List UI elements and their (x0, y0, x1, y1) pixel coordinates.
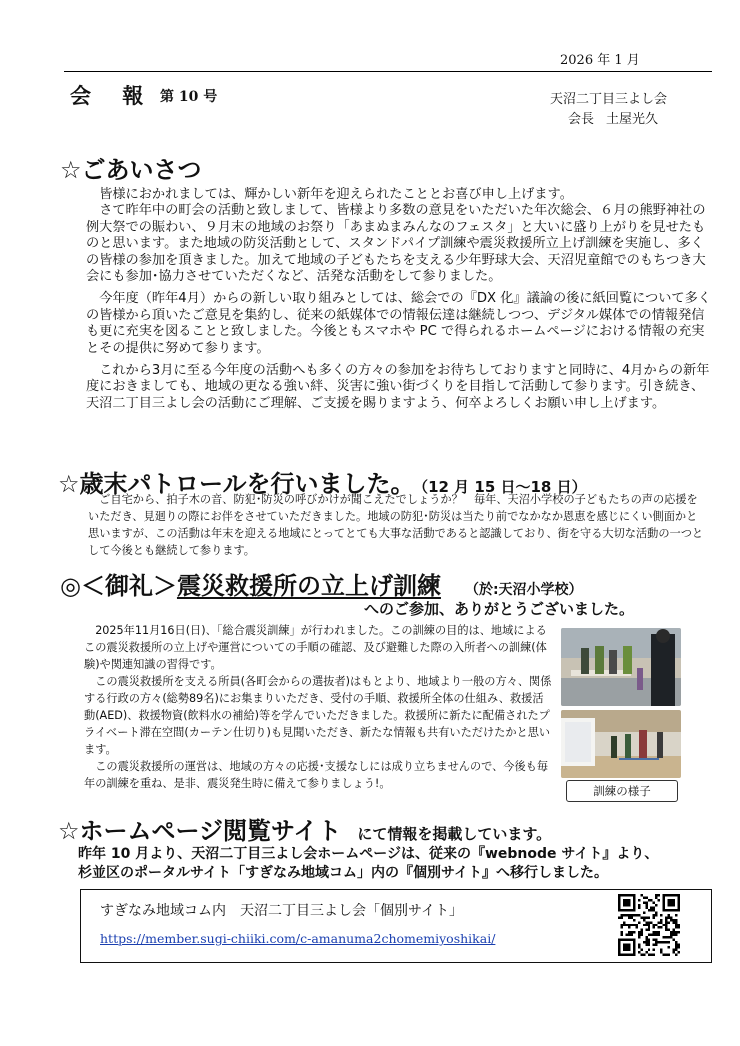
greeting-paragraph: さて昨年中の町会の活動と致しまして、皆様より多数の意見をいただいた年次総会、６月の熊野神社の例大祭での賑わい、９月末の地域のお祭り「あまぬまみんなのフェスタ」と大いに盛り上がりを見せたものと思います。また地域の防災活動として、スタンドパイプ訓練や震災救援所立上げ訓練を実施し、多くの皆様の参加を頂きました。加えて地域の子どもたちを支える少年野球大会、天沼児童館でのもちつき大会にも参加･協力させていただくなど、活発な活動をして参りました。 (86, 203, 706, 285)
homepage-line: 昨年 10 月より、天沼二丁目三よし会ホームページは、従来の『webnode サイト』より、 (78, 846, 659, 862)
drill-body (84, 622, 554, 792)
issue-number: 第 10 号 (160, 89, 218, 105)
patrol-heading: ☆歳末パトロールを行いました。 (58, 470, 415, 498)
president (568, 108, 670, 127)
drill-paragraph: この震災救援所の運営は、地域の方々の応援･支援なしには成り立ちませんので、今後も毎年の訓練を重ね、是非、震災発生時に備えて参りましょう!。 (84, 760, 549, 790)
patrol-body: ご自宅から、拍子木の音、防犯･防災の呼びかけが聞こえたでしょうか？ 毎年、天沼小学校の子どもたちの声の応援をいただき、見廻りの際にお伴をさせていただきました。地域の防犯･防災は当たり前でなかなか恩恵を感じにくい側面かと思いますが、この活動は年末を迎える地域にとってとても大事な活動であると認識しており、街を守る大切な活動の一つとして今後とも継続して参ります。 (88, 493, 704, 557)
issue-date: 2026 年 1 月 (560, 53, 640, 68)
drill-paragraph: この震災救援所を支える所員(各町会からの選抜者)はもとより、地域より一般の方々、関係する行政の方々(総勢89名)にお集まりいただき、受付の手順、救援所全体の仕組み、救援活動(AED)、救援物資(飲料水の補給)等を学んでいただきました。救援所に新たに配備されたプライベート滞在空間(カーテン仕切り)も見聞いただき、新たな情報も共有いただけたかと思います。 (84, 675, 552, 756)
drill-heading-row (60, 566, 583, 601)
newsletter-title: 会 報 (70, 83, 156, 108)
president-role: 会長 (568, 112, 595, 127)
drill-photo-gym (561, 710, 681, 778)
homepage-line: 杉並区のポータルサイト「すぎなみ地域コム」内の『個別サイト』へ移行しました。 (78, 865, 609, 881)
greeting-paragraph: 皆様におかれましては、輝かしい新年を迎えられたこととお喜び申し上げます。 (99, 187, 573, 202)
president-name: 土屋光久 (606, 112, 659, 127)
drill-heading-prefix: ◎＜御礼＞ (60, 572, 177, 600)
qr-code-icon (618, 894, 680, 956)
drill-location: （於:天沼小学校） (464, 582, 583, 598)
drill-paragraph: 2025年11月16日(日)、「総合震災訓練」が行われました。この訓練の目的は、地域によるこの震災救援所の立上げや運営についての手順の確認、及び避難した際の入所者への訓練(体験)や関連知識の習得です。 (84, 624, 547, 671)
greeting-paragraph: これから3月に至る今年度の活動へも多くの方々の参加をお待ちしておりますと同時に、4月からの新年度におきましても、地域の更なる強い絆、災害に強い街づくりを目指して活動して参ります。引き続き、天沼二丁目三よし会の活動にご理解、ご支援を賜りますよう、何卒よろしくお願い申し上げます。 (86, 363, 710, 411)
drill-photo-reception (561, 628, 681, 706)
drill-heading-main: 震災救援所の立上げ訓練 (176, 572, 441, 600)
homepage-heading-row (58, 811, 551, 846)
patrol-dates: （12 月 15 日～18 日） (420, 478, 587, 496)
greeting-body (86, 187, 712, 412)
homepage-heading: ☆ホームページ閲覧サイト (58, 817, 342, 845)
greeting-heading: ☆ごあいさつ (60, 156, 202, 184)
drill-heading-line2: へのご参加、ありがとうございました。 (364, 600, 635, 618)
homepage-body (78, 845, 718, 883)
photo-caption: 訓練の様子 (566, 780, 678, 802)
site-link-title: すぎなみ地域コム内 天沼二丁目三よし会「個別サイト」 (100, 903, 464, 919)
site-link-url[interactable]: https://member.sugi-chiiki.com/c-amanuma2chomemiyoshikai/ (100, 931, 496, 946)
greeting-paragraph: 今年度（昨年4月）からの新しい取り組みとしては、総会での『DX 化』議論の後に紙回覧について多くの皆様から頂いたご意見を集約し、従来の紙媒体での情報伝達は継続しつつ、デジタル媒体での情報発信も更に充実を図ることと致しました。今後ともスマホや PC で得られるホームページにおける情報の充実とその提供に努めて参ります。 (86, 291, 711, 356)
header-rule (64, 71, 712, 72)
organization-name: 天沼二丁目三よし会 (550, 92, 668, 107)
homepage-heading-suffix: にて情報を掲載しています。 (357, 825, 552, 843)
